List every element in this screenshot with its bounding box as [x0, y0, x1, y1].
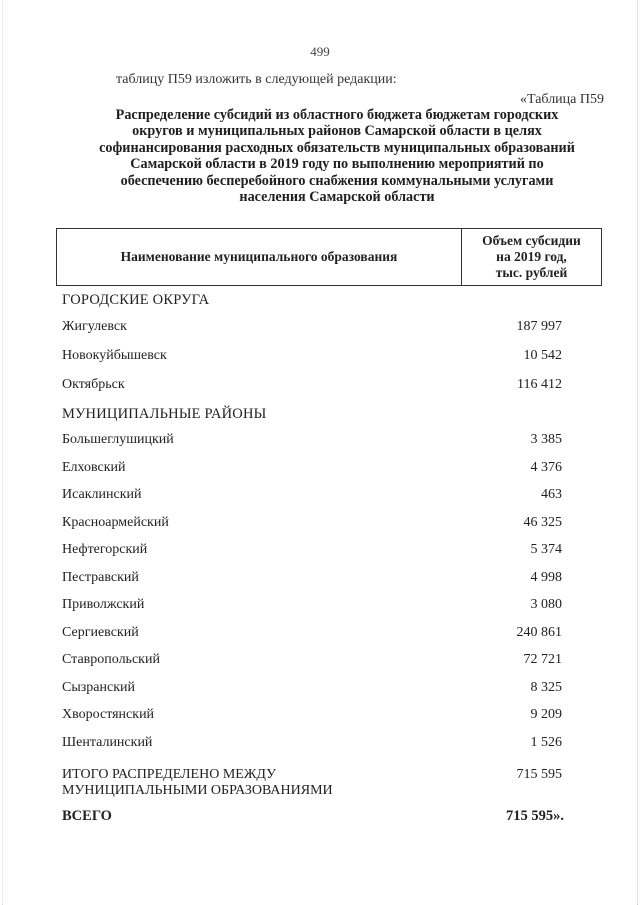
row-value: 187 997 [516, 319, 562, 334]
header-value-line: Объем субсидии [482, 233, 581, 248]
row-name: Хворостянский [62, 707, 155, 722]
table-row [62, 537, 602, 565]
table-row [62, 342, 602, 371]
title-line: Распределение субсидий из областного бюджета бюджетам городских [115, 107, 559, 123]
scan-edge-right [636, 0, 638, 905]
row-value: 3 385 [530, 432, 562, 447]
total-distributed-label [62, 767, 333, 799]
row-name: Жигулевск [62, 319, 127, 334]
row-name: Красноармейский [62, 514, 169, 530]
row-name: Шенталинский [62, 734, 153, 750]
section-heading-urban [62, 287, 602, 313]
row-value: 4 376 [530, 459, 562, 475]
table-body [62, 287, 602, 830]
row-value: 8 325 [530, 679, 562, 695]
table-row [62, 675, 602, 703]
table-row [62, 730, 602, 758]
table-row [62, 620, 602, 648]
row-value: 240 861 [516, 624, 562, 640]
row-name: Исаклинский [62, 487, 142, 502]
table-row [62, 482, 602, 510]
row-value: 4 998 [530, 569, 562, 585]
row-name: Елховский [62, 459, 126, 475]
row-value: 46 325 [523, 514, 562, 530]
page-number: 499 [310, 44, 330, 59]
table-row [62, 565, 602, 593]
table-reference: «Таблица П59 [520, 92, 604, 107]
total-label-line: МУНИЦИПАЛЬНЫМИ ОБРАЗОВАНИЯМИ [62, 782, 333, 798]
row-name: Октябрьск [62, 377, 125, 392]
section-label: МУНИЦИПАЛЬНЫЕ РАЙОНЫ [62, 406, 267, 422]
table-row [62, 427, 602, 455]
row-value: 72 721 [523, 652, 562, 667]
row-name: Нефтегорский [62, 542, 148, 557]
title-line: округов и муниципальных районов Самарской области в целях [132, 123, 542, 140]
table-row [62, 702, 602, 730]
header-municipality: Наименование муниципального образования [57, 229, 462, 285]
row-name: Приволжский [62, 597, 145, 612]
row-name: Пестравский [62, 569, 139, 585]
grand-total-label: ВСЕГО [62, 807, 112, 824]
row-value: 116 412 [517, 377, 562, 392]
table-row [62, 647, 602, 675]
total-label-line: ИТОГО РАСПРЕДЕЛЕНО МЕЖДУ [62, 766, 276, 782]
row-value: 3 080 [530, 597, 562, 612]
row-value: 1 526 [530, 734, 562, 750]
row-value: 9 209 [530, 707, 562, 722]
table-row [62, 592, 602, 620]
row-value: 10 542 [523, 348, 562, 363]
intro-text: таблицу П59 изложить в следующей редакции: [116, 72, 397, 87]
document-title [70, 107, 604, 205]
header-value-line: на 2019 год, [496, 249, 567, 264]
row-name: Сергиевский [62, 624, 139, 640]
grand-total-value: 715 595». [506, 807, 564, 824]
title-line: обеспечению бесперебойного снабжения коммунальными услугами [120, 172, 554, 189]
table-header [56, 228, 602, 286]
header-subsidy-volume [462, 229, 601, 285]
row-value: 5 374 [530, 542, 562, 557]
table-row [62, 371, 602, 399]
section-label: ГОРОДСКИЕ ОКРУГА [62, 292, 210, 308]
table-row [62, 510, 602, 538]
title-line: населения Самарской области [239, 189, 435, 206]
header-value-line: тыс. рублей [495, 265, 568, 280]
total-distributed-value: 715 595 [516, 766, 562, 782]
title-line: Самарской области в 2019 году по выполнению мероприятий по [130, 156, 544, 173]
row-name: Ставропольский [62, 652, 160, 667]
table-row [62, 313, 602, 342]
row-name: Новокуйбышевск [62, 348, 167, 363]
table-row [62, 455, 602, 483]
row-name: Большеглушицкий [62, 432, 174, 447]
row-value: 463 [541, 487, 562, 502]
section-heading-districts [62, 399, 602, 427]
grand-total-row [62, 800, 602, 830]
title-line: софинансирования расходных обязательств муниципальных образований [99, 139, 575, 156]
row-name: Сызранский [62, 679, 135, 695]
scan-edge-left [2, 0, 4, 905]
total-distributed-row [62, 758, 602, 800]
